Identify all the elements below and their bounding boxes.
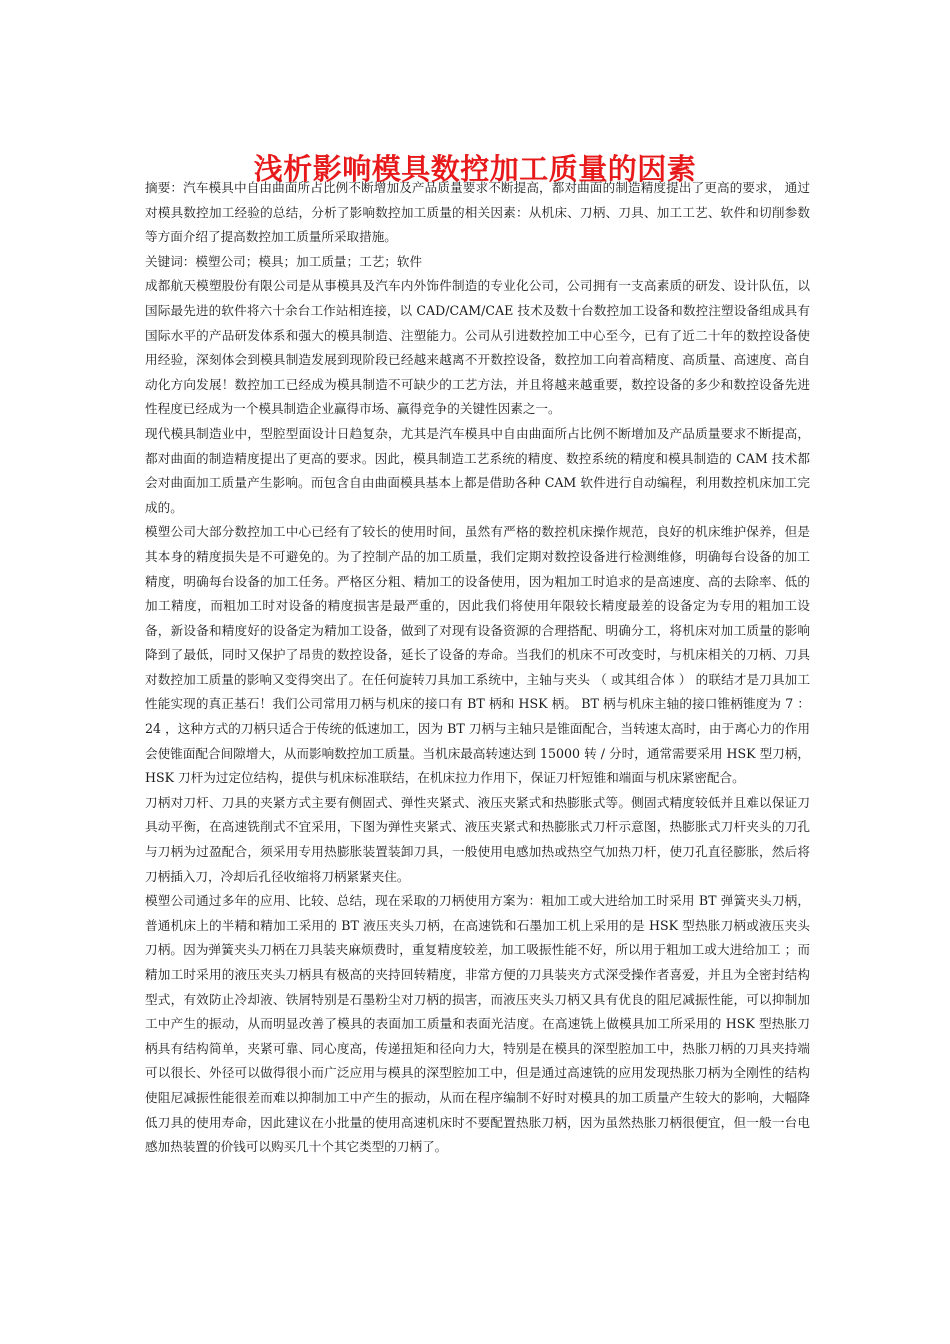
keywords-paragraph: 关键词：模塑公司；模具；加工质量；工艺；软件	[145, 253, 423, 269]
body-paragraph: 刀柄对刀杆、刀具的夹紧方式主要有侧固式、弹性夹紧式、液压夹紧式和热膨胀式等。侧固式精度较低并且难以保证刀具动平衡，在高速铣削式不宜采用，下图为弹性夹紧式、液压夹紧式和热膨胀式刀杆示意图，热膨胀式刀杆夹头的刀孔与刀柄为过盈配合，须采用专用热膨胀装置装卸刀具，一般使用电感加热或热空气加热刀杆，使刀孔直径膨胀，然后将刀柄插入刀，冷却后孔径收缩将刀柄紧紧夹住。	[145, 794, 810, 884]
body-paragraph: 现代模具制造业中，型腔型面设计日趋复杂，尤其是汽车模具中自由曲面所占比例不断增加及产品质量要求不断提高，都对曲面的制造精度提出了更高的要求。因此，模具制造工艺系统的精度、数控系统的精度和模具制造的 CAM 技术都会对曲面加工质量产生影响。而包含自由曲面模具基本上都是借助各种 CAM 软件进行自动编程，利用数控机床加工完成的。	[145, 425, 810, 515]
body-paragraph: 模塑公司通过多年的应用、比较、总结，现在采取的刀柄使用方案为：粗加工或大进给加工时采用 BT 弹簧夹头刀柄，普通机床上的半精和精加工采用的 BT 液压夹头刀柄，在高速铣和石墨加工机上采用的是 HSK 型热胀刀柄或液压夹头刀柄。因为弹簧夹头刀柄在刀具装夹麻烦费时，重复精度较差，加工吸振性能不好，所以用于粗加工或大进给加工 ；而 精加工时采用的液压夹头刀柄具有极高的夹持回转精度，非常方便的刀具装夹方式深受操作者喜爱，并且为全密封结构型式，有效防止冷却液、铁屑特别是石墨粉尘对刀柄的损害，而液压夹头刀柄又具有优良的阻尼减振性能，可以抑制加工中产生的振动，从而明显改善了模具的表面加工质量和表面光洁度。在高速铣上做模具加工所采用的 HSK 型热胀刀柄具有结构简单，夹紧可靠、同心度高，传递扭矩和径向力大，特别是在模具的深型腔加工中，热胀刀柄的刀具夹持端可以很长、外径可以做得很小而广泛应用与模具的深型腔加工中，但是通过高速铣的应用发现热胀刀柄为全刚性的结构使阻尼减振性能很差而难以抑制加工中产生的振动，从而在程序编制不好时对模具的加工质量产生较大的影响，大幅降低刀具的使用寿命，因此建议在小批量的使用高速机床时不要配置热胀刀柄，因为虽然热胀刀柄很便宜，但一般一台电感加热装置的价钱可以购买几十个其它类型的刀柄了。	[145, 893, 810, 1155]
abstract-paragraph: 摘要：汽车模具中自由曲面所占比例不断增加及产品质量要求不断提高，都对曲面的制造精度提出了更高的要求， 通过对模具数控加工经验的总结，分析了影响数控加工质量的相关因素：从机床、刀柄、刀具、加工工艺、软件和切削参数等方面介绍了提高数控加工质量所采取措施。	[145, 180, 810, 245]
document-body	[145, 176, 810, 1160]
body-paragraph: 模塑公司大部分数控加工中心已经有了较长的使用时间，虽然有严格的数控机床操作规范，良好的机床维护保养，但是其本身的精度损失是不可避免的。为了控制产品的加工质量，我们定期对数控设备进行检测维修，明确每台设备的加工精度，明确每台设备的加工任务。严格区分粗、精加工的设备使用，因为粗加工时追求的是高速度、高的去除率、低的加工精度，而粗加工时对设备的精度损害是最严重的，因此我们将使用年限较长精度最差的设备定为专用的粗加工设备，新设备和精度好的设备定为精加工设备，做到了对现有设备资源的合理搭配、明确分工，将机床对加工质量的影响降到了最低，同时又保护了昂贵的数控设备，延长了设备的寿命。当我们的机床不可改变时，与机床相关的刀柄、刀具对数控加工质量的影响又变得突出了。在任何旋转刀具加工系统中，主轴与夹头 （ 或其组合体 ） 的联结才是刀具加工性能实现的真正基石！我们公司常用刀柄与机床的接口有 BT 柄和 HSK 柄。 BT 柄与机床主轴的接口锥柄锥度为 7 ： 24 ，这种方式的刀柄只适合于传统的低速加工，因为 BT 刀柄与主轴只是锥面配合，当转速太高时，由于离心力的作用会使锥面配合间隙增大，从而影响数控加工质量。当机床最高转速达到 15000 转 / 分时，通常需要采用 HSK 型刀柄，HSK 刀杆为过定位结构，提供与机床标准联结，在机床拉力作用下，保证刀杆短锥和端面与机床紧密配合。	[145, 524, 810, 786]
document-title: 浅析影响模具数控加工质量的因素	[253, 152, 697, 187]
body-paragraph: 成都航天模塑股份有限公司是从事模具及汽车内外饰件制造的专业化公司，公司拥有一支高素质的研发、设计队伍，以国际最先进的软件将六十余台工作站相连接，以 CAD/CAM/CAE 技术及数十台数控加工设备和数控注塑设备组成具有国际水平的产品研发体系和强大的模具制造、注塑能力。公司从引进数控加工中心至今，已有了近二十年的数控设备使用经验，深刻体会到模具制造发展到现阶段已经越来越离不开数控设备，数控加工向着高精度、高质量、高速度、高自动化方向发展！数控加工已经成为模具制造不可缺少的工艺方法，并且将越来越重要，数控设备的多少和数控设备先进性程度已经成为一个模具制造企业赢得市场、赢得竞争的关键性因素之一。	[145, 278, 810, 417]
